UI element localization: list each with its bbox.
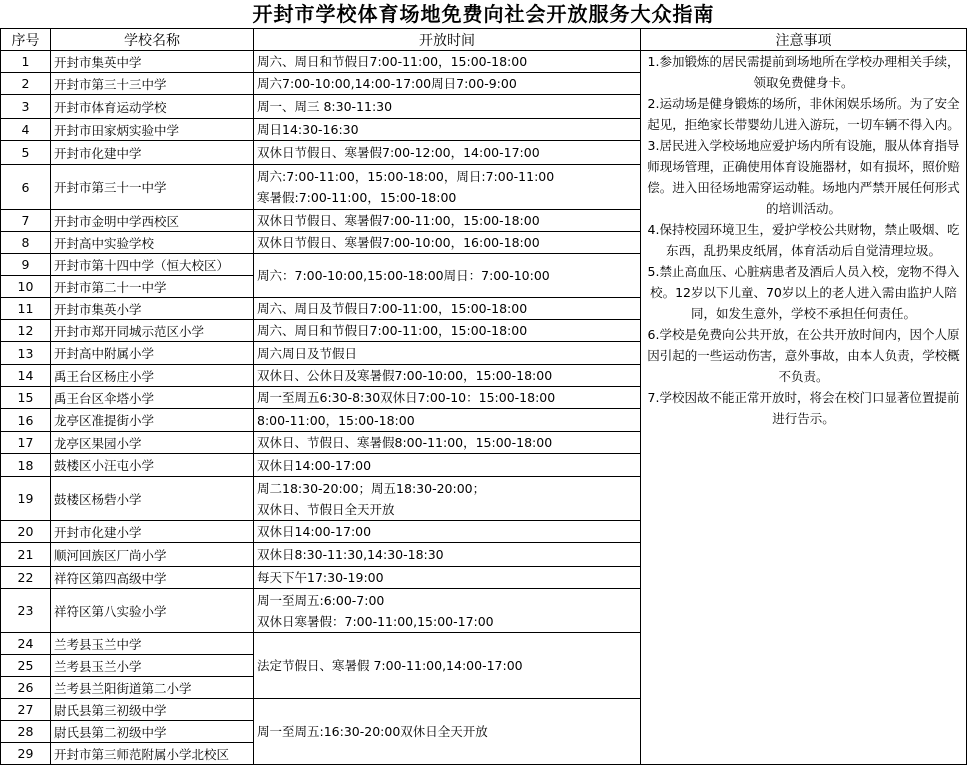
- schedule-table: [0, 28, 967, 765]
- row-index: 23: [1, 589, 51, 633]
- school-name: 开封市田家炳实验中学: [51, 119, 254, 141]
- open-time-line: 周六、周日和节假日7:00-11:00，15:00-18:00: [257, 54, 528, 69]
- open-time-line: 每天下午17:30-19:00: [257, 570, 384, 585]
- open-time-line: 双休日14:00-17:00: [257, 524, 372, 539]
- table-body: [1, 51, 967, 765]
- open-time-line: 8:00-11:00，15:00-18:00: [257, 412, 415, 428]
- open-time-line: 双休日、公休日及寒暑假7:00-10:00，15:00-18:00: [257, 368, 553, 383]
- school-name: 开封市化建中学: [51, 141, 254, 165]
- row-index: 9: [1, 254, 51, 276]
- open-time-line: 周六、周日和节假日7:00-11:00，15:00-18:00: [257, 323, 528, 338]
- school-name: 开封高中附属小学: [51, 342, 254, 365]
- open-time: [254, 521, 641, 543]
- school-name: 开封市集英小学: [51, 298, 254, 320]
- open-time: [254, 210, 641, 232]
- school-name: 开封高中实验学校: [51, 232, 254, 254]
- school-name: 开封市第三十三中学: [51, 73, 254, 95]
- open-time: [254, 699, 641, 765]
- school-name: 禹王台区伞塔小学: [51, 387, 254, 409]
- row-index: 26: [1, 677, 51, 699]
- open-time: [254, 543, 641, 567]
- note-item: 3.居民进入学校场地应爱护场内所有设施，服从体育指导师现场管理，正确使用体育设施器材，如有损坏，照价赔偿。进入田径场地需穿运动鞋。场地内严禁开展任何形式的培训活动。: [647, 138, 960, 216]
- row-index: 27: [1, 699, 51, 721]
- row-index: 6: [1, 165, 51, 210]
- row-index: 13: [1, 342, 51, 365]
- school-name: 开封市体育运动学校: [51, 95, 254, 119]
- school-name: 祥符区第四高级中学: [51, 567, 254, 589]
- note-item: 6.学校是免费向公共开放，在公共开放时间内，因个人原因引起的一些运动伤害，意外事故，由本人负责，学校概不负责。: [647, 327, 960, 384]
- table-row: [1, 51, 967, 73]
- school-name: 尉氏县第三初级中学: [51, 699, 254, 721]
- row-index: 17: [1, 432, 51, 454]
- open-time: [254, 165, 641, 210]
- row-index: 19: [1, 477, 51, 521]
- school-name: 开封市集英中学: [51, 51, 254, 73]
- school-name: 开封市第十四中学（恒大校区）: [51, 254, 254, 276]
- note-item: 2.运动场是健身锻炼的场所，非休闲娱乐场所。为了安全起见，拒绝家长带婴幼儿进入游玩，一切车辆不得入内。: [647, 96, 960, 132]
- school-name: 开封市化建小学: [51, 521, 254, 543]
- row-index: 28: [1, 721, 51, 743]
- note-item: 7.学校因故不能正常开放时，将会在校门口显著位置提前进行告示。: [647, 390, 960, 426]
- table-header-row: [1, 29, 967, 51]
- row-index: 21: [1, 543, 51, 567]
- row-index: 16: [1, 409, 51, 432]
- school-name: 开封市第二十一中学: [51, 276, 254, 298]
- open-time-line: 周六周日及节假日: [257, 345, 358, 361]
- open-time-line: 周日14:30-16:30: [257, 122, 359, 137]
- school-name: 鼓楼区小汪屯小学: [51, 454, 254, 477]
- open-time-line: 周六、周日及节假日7:00-11:00，15:00-18:00: [257, 301, 528, 316]
- school-name: 龙亭区果园小学: [51, 432, 254, 454]
- row-index: 5: [1, 141, 51, 165]
- open-time: [254, 633, 641, 699]
- open-time-line: 周一至周五6:30-8:30双休日7:00-10：15:00-18:00: [257, 390, 556, 405]
- open-time-line: 双休日14:00-17:00: [257, 457, 372, 473]
- row-index: 15: [1, 387, 51, 409]
- school-name: 兰考县玉兰小学: [51, 655, 254, 677]
- open-time-line: 周六:7:00-11:00，15:00-18:00，周日:7:00-11:00: [257, 169, 555, 184]
- open-time-line: 双休日寒暑假：7:00-11:00,15:00-17:00: [257, 613, 494, 629]
- open-time: [254, 589, 641, 633]
- open-time: [254, 454, 641, 477]
- open-time-line: 寒暑假:7:00-11:00，15:00-18:00: [257, 190, 457, 205]
- school-name: 开封市第三十一中学: [51, 165, 254, 210]
- open-time: [254, 119, 641, 141]
- open-time-line: 周二18:30-20:00；周五18:30-20:00；: [257, 480, 486, 496]
- open-time: [254, 409, 641, 432]
- row-index: 2: [1, 73, 51, 95]
- school-name: 开封市第三师范附属小学北校区: [51, 743, 254, 765]
- row-index: 1: [1, 51, 51, 73]
- open-time: [254, 320, 641, 342]
- open-time: [254, 232, 641, 254]
- row-index: 24: [1, 633, 51, 655]
- row-index: 29: [1, 743, 51, 765]
- row-index: 8: [1, 232, 51, 254]
- open-time-line: 双休日节假日、寒暑假7:00-12:00，14:00-17:00: [257, 145, 540, 160]
- open-time: [254, 387, 641, 409]
- note-item: 5.禁止高血压、心脏病患者及酒后人员入校，宠物不得入校。12岁以下儿童、70岁以上的老人进入需由监护人陪同，如发生意外，学校不承担任何责任。: [647, 264, 960, 321]
- row-index: 7: [1, 210, 51, 232]
- open-time-line: 周一至周五:6:00-7:00: [257, 592, 385, 608]
- row-index: 3: [1, 95, 51, 119]
- open-time: [254, 298, 641, 320]
- open-time-line: 法定节假日、寒暑假 7:00-11:00,14:00-17:00: [257, 658, 523, 673]
- open-time: [254, 95, 641, 119]
- open-time: [254, 567, 641, 589]
- row-index: 20: [1, 521, 51, 543]
- open-time: [254, 73, 641, 95]
- open-time-line: 周一、周三 8:30-11:30: [257, 99, 393, 114]
- open-time: [254, 365, 641, 387]
- school-name: 龙亭区准提街小学: [51, 409, 254, 432]
- header-time: 开放时间: [254, 29, 641, 51]
- school-name: 尉氏县第二初级中学: [51, 721, 254, 743]
- open-time: [254, 342, 641, 365]
- page-title: 开封市学校体育场地免费向社会开放服务大众指南: [252, 2, 715, 26]
- school-name: 顺河回族区厂尚小学: [51, 543, 254, 567]
- school-name: 禹王台区杨庄小学: [51, 365, 254, 387]
- school-name: 兰考县玉兰中学: [51, 633, 254, 655]
- row-index: 12: [1, 320, 51, 342]
- school-name: 开封市郑开同城示范区小学: [51, 320, 254, 342]
- row-index: 22: [1, 567, 51, 589]
- open-time-line: 双休日节假日、寒暑假7:00-10:00，16:00-18:00: [257, 235, 540, 250]
- open-time-line: 周六：7:00-10:00,15:00-18:00周日：7:00-10:00: [257, 268, 550, 283]
- open-time-line: 周一至周五:16:30-20:00双休日全天开放: [257, 724, 488, 739]
- open-time: [254, 254, 641, 298]
- header-index: 序号: [1, 29, 51, 51]
- school-name: 兰考县兰阳街道第二小学: [51, 677, 254, 699]
- open-time: [254, 51, 641, 73]
- row-index: 25: [1, 655, 51, 677]
- row-index: 18: [1, 454, 51, 477]
- notes-panel: [641, 51, 967, 765]
- school-name: 开封市金明中学西校区: [51, 210, 254, 232]
- open-time-line: 双休日、节假日、寒暑假8:00-11:00，15:00-18:00: [257, 435, 553, 450]
- school-name: 鼓楼区杨砦小学: [51, 477, 254, 521]
- open-time-line: 双休日节假日、寒暑假7:00-11:00，15:00-18:00: [257, 213, 540, 228]
- note-item: 4.保持校园环境卫生，爱护学校公共财物，禁止吸烟、吃东西，乱扔果皮纸屑，体育活动后自觉清理垃圾。: [647, 222, 960, 258]
- school-name: 祥符区第八实验小学: [51, 589, 254, 633]
- row-index: 11: [1, 298, 51, 320]
- open-time-line: 周六7:00-10:00,14:00-17:00周日7:00-9:00: [257, 76, 517, 91]
- header-school: 学校名称: [51, 29, 254, 51]
- open-time-line: 双休日、节假日全天开放: [257, 501, 395, 517]
- header-notes: 注意事项: [641, 29, 967, 51]
- open-time-line: 双休日8:30-11:30,14:30-18:30: [257, 547, 444, 562]
- row-index: 10: [1, 276, 51, 298]
- row-index: 4: [1, 119, 51, 141]
- open-time: [254, 432, 641, 454]
- row-index: 14: [1, 365, 51, 387]
- note-item: 1.参加锻炼的居民需提前到场地所在学校办理相关手续，领取免费健身卡。: [647, 54, 960, 90]
- open-time: [254, 477, 641, 521]
- open-time: [254, 141, 641, 165]
